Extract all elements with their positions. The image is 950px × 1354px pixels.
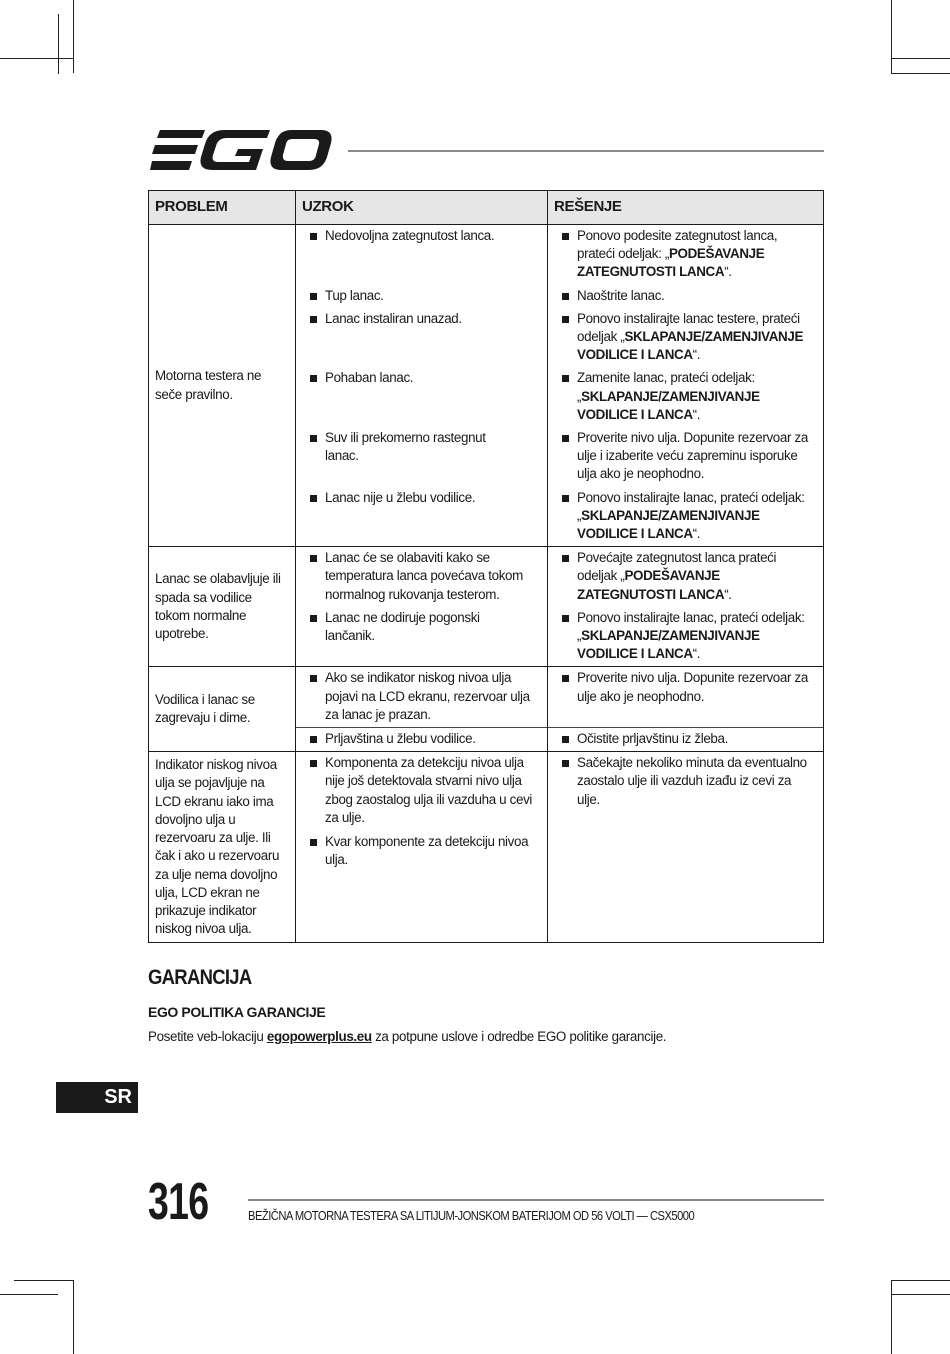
solution-cell: Sačekajte nekoliko minuta da eventualno zaostalo ulje ili vazduh izađu iz cevi za ulje. bbox=[548, 752, 824, 943]
crop-mark bbox=[58, 14, 59, 74]
solution-cell: Proverite nivo ulja. Dopunite rezervoar za ulje ako je neophodno. bbox=[548, 667, 824, 728]
warranty-text: Posetite veb-lokaciju egopowerplus.eu za potpune uslove i odredbe EGO politike garancije. bbox=[148, 1029, 667, 1044]
bullet-square-icon bbox=[310, 495, 317, 502]
problem-cell: Indikator niskog nivoa ulja se pojavljuje na LCD ekranu iako ima dovoljno ulja u rezervoaru za ulje. Ili čak i ako u rezervoaru za ulje nema dovoljno ulja, LCD ekran ne prikazuje indikator niskog nivoa ulja. bbox=[149, 752, 296, 943]
bullet-square-icon bbox=[562, 293, 569, 300]
crop-mark bbox=[14, 1280, 74, 1281]
language-tab: SR bbox=[56, 1082, 138, 1113]
bullet-square-icon bbox=[562, 736, 569, 743]
table-row bbox=[149, 752, 824, 943]
ego-logo bbox=[150, 128, 332, 172]
bullet-square-icon bbox=[310, 293, 317, 300]
problem-cell: Vodilica i lanac se zagrevaju i dime. bbox=[149, 667, 296, 752]
bullet-square-icon bbox=[310, 615, 317, 622]
troubleshooting-table bbox=[148, 190, 824, 943]
bullet-square-icon bbox=[562, 555, 569, 562]
cause-cell: Pohaban lanac. bbox=[296, 367, 548, 427]
crop-mark bbox=[891, 1280, 892, 1354]
cause-cell: Prljavština u žlebu vodilice. bbox=[296, 728, 548, 752]
column-header-problem: PROBLEM bbox=[149, 191, 296, 225]
crop-mark bbox=[73, 1280, 74, 1354]
column-header-solution: REŠENJE bbox=[548, 191, 824, 225]
cause-cell: Lanac će se olabaviti kako se temperatura lanca povećava tokom normalnog rukovanja testerom. bbox=[296, 547, 548, 607]
solution-cell: Ponovo instalirajte lanac, prateći odeljak: „SKLAPANJE/ZAMENJIVANJE VODILICE I LANCA“. bbox=[548, 607, 824, 667]
table-row bbox=[149, 547, 824, 607]
cause-cell: Ako se indikator niskog nivoa ulja pojavi na LCD ekranu, rezervoar ulja za lanac je prazan. bbox=[296, 667, 548, 728]
bullet-square-icon bbox=[562, 615, 569, 622]
crop-mark bbox=[0, 1294, 58, 1295]
bullet-square-icon bbox=[310, 736, 317, 743]
bullet-square-icon bbox=[562, 375, 569, 382]
bullet-square-icon bbox=[310, 233, 317, 240]
bullet-square-icon bbox=[310, 839, 317, 846]
table-row bbox=[149, 667, 824, 728]
warranty-link[interactable]: egopowerplus.eu bbox=[266, 1029, 372, 1044]
footer-rule bbox=[248, 1199, 824, 1201]
solution-cell: Naoštrite lanac. bbox=[548, 285, 824, 308]
cause-cell: Lanac nije u žlebu vodilice. bbox=[296, 487, 548, 547]
crop-mark bbox=[73, 0, 74, 73]
cause-cell: Komponenta za detekciju nivoa ulja nije još detektovala stvarni nivo ulja zbog zaostalog ulja ili vazduha u cevi za ulje. Kvar komponente za detekciju nivoa ulja. bbox=[296, 752, 548, 943]
crop-mark bbox=[892, 1294, 950, 1295]
bullet-square-icon bbox=[310, 435, 317, 442]
cause-cell: Tup lanac. bbox=[296, 285, 548, 308]
solution-cell: Ponovo instalirajte lanac, prateći odeljak: „SKLAPANJE/ZAMENJIVANJE VODILICE I LANCA“. bbox=[548, 487, 824, 547]
crop-mark bbox=[892, 58, 950, 59]
column-header-cause: UZROK bbox=[296, 191, 548, 225]
bullet-square-icon bbox=[310, 675, 317, 682]
cause-cell: Lanac instaliran unazad. bbox=[296, 308, 548, 368]
page-number: 316 bbox=[148, 1173, 209, 1231]
bullet-square-icon bbox=[562, 675, 569, 682]
bullet-square-icon bbox=[562, 760, 569, 767]
bullet-square-icon bbox=[310, 555, 317, 562]
bullet-square-icon bbox=[310, 375, 317, 382]
table-header-row bbox=[149, 191, 824, 225]
solution-cell: Ponovo instalirajte lanac testere, prateći odeljak „SKLAPANJE/ZAMENJIVANJE VODILICE I LANCA“. bbox=[548, 308, 824, 368]
cause-cell: Suv ili prekomerno rastegnut lanac. bbox=[296, 427, 548, 487]
crop-mark bbox=[891, 73, 950, 74]
problem-cell: Lanac se olabavljuje ili spada sa vodilice tokom normalne upotrebe. bbox=[149, 547, 296, 667]
bullet-square-icon bbox=[310, 760, 317, 767]
warranty-subtitle: EGO POLITIKA GARANCIJE bbox=[148, 1004, 326, 1020]
solution-cell: Povećajte zategnutost lanca prateći odeljak „PODEŠAVANJE ZATEGNUTOSTI LANCA“. bbox=[548, 547, 824, 607]
header-rule bbox=[348, 150, 824, 152]
solution-cell: Očistite prljavštinu iz žleba. bbox=[548, 728, 824, 752]
bullet-square-icon bbox=[310, 316, 317, 323]
bullet-square-icon bbox=[562, 435, 569, 442]
bullet-square-icon bbox=[562, 233, 569, 240]
cause-cell: Nedovoljna zategnutost lanca. bbox=[296, 225, 548, 285]
bullet-square-icon bbox=[562, 316, 569, 323]
table-row bbox=[149, 225, 824, 285]
cause-cell: Lanac ne dodiruje pogonski lančanik. bbox=[296, 607, 548, 667]
crop-mark bbox=[891, 1280, 950, 1281]
crop-mark bbox=[14, 58, 74, 59]
bullet-square-icon bbox=[562, 495, 569, 502]
crop-mark bbox=[891, 0, 892, 73]
warranty-title: GARANCIJA bbox=[148, 966, 252, 989]
solution-cell: Proverite nivo ulja. Dopunite rezervoar za ulje i izaberite veću zapreminu isporuke ulja ako je neophodno. bbox=[548, 427, 824, 487]
footer-text: BEŽIČNA MOTORNA TESTERA SA LITIJUM-JONSKOM BATERIJOM OD 56 VOLTI — CSX5000 bbox=[248, 1208, 695, 1223]
problem-cell: Motorna testera ne seče pravilno. bbox=[149, 225, 296, 547]
solution-cell: Zamenite lanac, prateći odeljak: „SKLAPANJE/ZAMENJIVANJE VODILICE I LANCA“. bbox=[548, 367, 824, 427]
solution-cell: Ponovo podesite zategnutost lanca, prateći odeljak: „PODEŠAVANJE ZATEGNUTOSTI LANCA“. bbox=[548, 225, 824, 285]
